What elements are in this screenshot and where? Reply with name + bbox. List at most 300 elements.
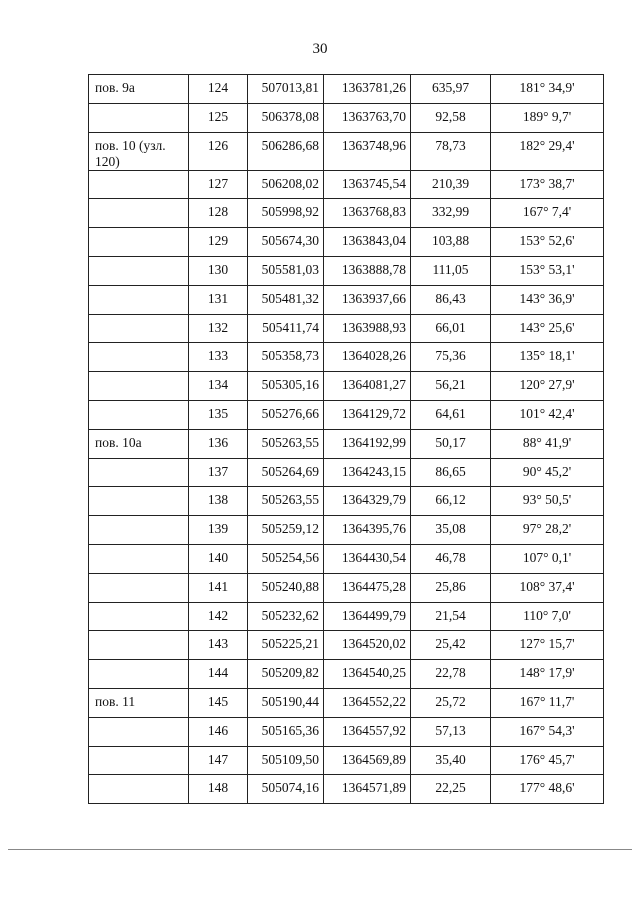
point-number-cell-text: 140: [207, 549, 229, 565]
bearing-angle-cell-text: 167° 54,3': [519, 722, 575, 738]
point-number-cell-text: 129: [207, 233, 229, 249]
bearing-angle-cell-text: 189° 9,7': [522, 108, 572, 124]
y-coordinate-cell: [324, 132, 411, 170]
turn-label-cell-text: пов. 10 (узл. 120): [95, 137, 166, 169]
bearing-angle-cell-text: 181° 34,9': [519, 80, 575, 95]
turn-label-cell-text: [95, 257, 184, 262]
y-coordinate-cell: [324, 573, 411, 602]
turn-label-cell: [89, 573, 189, 602]
y-coordinate-cell-text: 1364571,89: [341, 780, 406, 796]
distance-cell: [411, 170, 491, 199]
distance-cell-text: 25,86: [435, 578, 466, 594]
y-coordinate-cell: [324, 314, 411, 343]
point-number-cell-text: 130: [207, 261, 229, 277]
turn-label-cell-text: [95, 171, 184, 176]
point-number-cell-text: 137: [207, 463, 229, 479]
table-row: [89, 75, 604, 104]
bearing-angle-cell: [491, 372, 604, 401]
x-coordinate-cell-text: 505358,73: [261, 348, 319, 364]
bearing-angle-cell-text: 143° 36,9': [519, 290, 575, 306]
point-number-cell-text: 148: [207, 780, 229, 796]
x-coordinate-cell: [248, 631, 324, 660]
distance-cell-text: 50,17: [435, 434, 466, 450]
turn-label-cell-text: [95, 631, 184, 636]
table-row: [89, 372, 604, 401]
distance-cell: [411, 688, 491, 717]
table-row: [89, 228, 604, 257]
y-coordinate-cell-text: 1363745,54: [341, 175, 406, 191]
y-coordinate-cell: [324, 487, 411, 516]
point-number-cell: [189, 170, 248, 199]
x-coordinate-cell-text: 505263,55: [261, 434, 319, 450]
y-coordinate-cell-text: 1364329,79: [341, 492, 406, 508]
y-coordinate-cell-text: 1363763,70: [341, 108, 406, 124]
point-number-cell-text: 134: [207, 377, 229, 393]
x-coordinate-cell-text: 505411,74: [262, 319, 319, 335]
turn-label-cell-text: [95, 228, 184, 233]
y-coordinate-cell: [324, 746, 411, 775]
bearing-angle-cell: [491, 285, 604, 314]
y-coordinate-cell-text: 1364430,54: [341, 549, 406, 565]
bearing-angle-cell-text: 177° 48,6': [519, 780, 575, 796]
x-coordinate-cell: [248, 343, 324, 372]
turn-label-cell-text: [95, 104, 184, 109]
point-number-cell: [189, 602, 248, 631]
y-coordinate-cell: [324, 688, 411, 717]
turn-label-cell-text: [95, 718, 184, 723]
distance-cell: [411, 746, 491, 775]
y-coordinate-cell: [324, 400, 411, 429]
bearing-angle-cell-text: 143° 25,6': [519, 319, 575, 335]
bearing-angle-cell-text: 120° 27,9': [519, 377, 575, 393]
point-number-cell-text: 126: [207, 137, 229, 153]
point-number-cell: [189, 75, 248, 104]
table-row: [89, 573, 604, 602]
x-coordinate-cell: [248, 228, 324, 257]
distance-cell-text: 75,36: [435, 348, 466, 364]
bearing-angle-cell: [491, 458, 604, 487]
turn-label-cell: [89, 660, 189, 689]
x-coordinate-cell: [248, 132, 324, 170]
x-coordinate-cell-text: 505998,92: [261, 204, 319, 220]
y-coordinate-cell: [324, 199, 411, 228]
table-row: [89, 544, 604, 573]
turn-label-cell-text: [95, 199, 184, 204]
x-coordinate-cell: [248, 199, 324, 228]
x-coordinate-cell-text: 505259,12: [261, 521, 319, 537]
turn-label-cell-text: [95, 401, 184, 406]
table-row: [89, 170, 604, 199]
table-row: [89, 775, 604, 804]
bearing-angle-cell: [491, 573, 604, 602]
bearing-angle-cell-text: 182° 29,4': [519, 137, 575, 153]
point-number-cell: [189, 544, 248, 573]
table-row: [89, 660, 604, 689]
x-coordinate-cell: [248, 573, 324, 602]
y-coordinate-cell-text: 1363768,83: [341, 204, 406, 220]
y-coordinate-cell: [324, 660, 411, 689]
point-number-cell: [189, 343, 248, 372]
turn-label-cell: [89, 775, 189, 804]
y-coordinate-cell-text: 1363888,78: [341, 261, 406, 277]
table-row: [89, 458, 604, 487]
bearing-angle-cell-text: 88° 41,9': [522, 434, 572, 450]
point-number-cell-text: 143: [207, 636, 229, 652]
bearing-angle-cell: [491, 199, 604, 228]
x-coordinate-cell: [248, 429, 324, 458]
bearing-angle-cell: [491, 75, 604, 104]
table-row: [89, 429, 604, 458]
distance-cell: [411, 372, 491, 401]
x-coordinate-cell: [248, 314, 324, 343]
distance-cell-text: 25,72: [435, 693, 466, 709]
table-row: [89, 103, 604, 132]
distance-cell: [411, 132, 491, 170]
point-number-cell: [189, 256, 248, 285]
y-coordinate-cell-text: 1364552,22: [341, 693, 406, 709]
x-coordinate-cell-text: 505674,30: [261, 233, 319, 249]
turn-label-cell-text: [95, 574, 184, 579]
point-number-cell-text: 125: [207, 108, 229, 124]
bearing-angle-cell: [491, 400, 604, 429]
point-number-cell-text: 141: [207, 578, 229, 594]
distance-cell: [411, 516, 491, 545]
bearing-angle-cell: [491, 256, 604, 285]
turn-label-cell: [89, 228, 189, 257]
x-coordinate-cell-text: 505232,62: [261, 607, 319, 623]
distance-cell: [411, 103, 491, 132]
point-number-cell-text: 124: [207, 80, 229, 95]
bearing-angle-cell: [491, 429, 604, 458]
table-row: [89, 314, 604, 343]
bearing-angle-cell-text: 97° 28,2': [522, 521, 572, 537]
point-number-cell: [189, 746, 248, 775]
x-coordinate-cell-text: 505276,66: [261, 405, 319, 421]
turn-label-cell-text: [95, 315, 184, 320]
turn-label-cell: [89, 400, 189, 429]
point-number-cell-text: 133: [207, 348, 229, 364]
x-coordinate-cell-text: 505209,82: [261, 665, 319, 681]
distance-cell: [411, 75, 491, 104]
x-coordinate-cell-text: 506378,08: [261, 108, 319, 124]
turn-label-cell: [89, 429, 189, 458]
bearing-angle-cell-text: 153° 53,1': [519, 261, 575, 277]
x-coordinate-cell-text: 505240,88: [261, 578, 319, 594]
table-row: [89, 516, 604, 545]
distance-cell: [411, 602, 491, 631]
y-coordinate-cell: [324, 256, 411, 285]
y-coordinate-cell-text: 1364569,89: [341, 751, 406, 767]
y-coordinate-cell: [324, 631, 411, 660]
turn-label-cell: [89, 199, 189, 228]
point-number-cell-text: 128: [207, 204, 229, 220]
distance-cell: [411, 400, 491, 429]
x-coordinate-cell-text: 506286,68: [261, 137, 319, 153]
table-row: [89, 746, 604, 775]
turn-label-cell-text: [95, 603, 184, 608]
bearing-angle-cell-text: 176° 45,7': [519, 751, 575, 767]
point-number-cell: [189, 314, 248, 343]
distance-cell: [411, 775, 491, 804]
bearing-angle-cell-text: 90° 45,2': [522, 463, 572, 479]
turn-label-cell: [89, 343, 189, 372]
turn-label-cell-text: пов. 11: [95, 693, 136, 709]
distance-cell-text: 35,40: [435, 751, 466, 767]
distance-cell: [411, 487, 491, 516]
distance-cell-text: 22,78: [435, 665, 466, 681]
x-coordinate-cell: [248, 688, 324, 717]
x-coordinate-cell-text: 505190,44: [261, 693, 319, 709]
point-number-cell: [189, 199, 248, 228]
bearing-angle-cell-text: 93° 50,5': [522, 492, 572, 508]
bearing-angle-cell-text: 135° 18,1': [519, 348, 575, 364]
turn-label-cell-text: [95, 660, 184, 665]
y-coordinate-cell-text: 1364395,76: [341, 521, 406, 537]
distance-cell-text: 21,54: [435, 607, 466, 623]
distance-cell: [411, 717, 491, 746]
point-number-cell: [189, 429, 248, 458]
bearing-angle-cell: [491, 487, 604, 516]
y-coordinate-cell-text: 1364499,79: [341, 607, 406, 623]
x-coordinate-cell: [248, 746, 324, 775]
y-coordinate-cell: [324, 343, 411, 372]
distance-cell-text: 64,61: [435, 405, 466, 421]
bearing-angle-cell: [491, 103, 604, 132]
point-number-cell-text: 144: [207, 665, 229, 681]
turn-label-cell-text: [95, 775, 184, 780]
table-row: [89, 602, 604, 631]
x-coordinate-cell: [248, 372, 324, 401]
bearing-angle-cell: [491, 228, 604, 257]
y-coordinate-cell-text: 1364475,28: [341, 578, 406, 594]
turn-label-cell: [89, 132, 189, 170]
x-coordinate-cell: [248, 602, 324, 631]
y-coordinate-cell: [324, 429, 411, 458]
point-number-cell: [189, 400, 248, 429]
turn-label-cell: [89, 372, 189, 401]
x-coordinate-cell-text: 505225,21: [261, 636, 319, 652]
point-number-cell: [189, 228, 248, 257]
turn-label-cell: [89, 256, 189, 285]
table-row: [89, 400, 604, 429]
x-coordinate-cell: [248, 103, 324, 132]
x-coordinate-cell-text: 505109,50: [261, 751, 319, 767]
turn-label-cell-text: [95, 459, 184, 464]
y-coordinate-cell: [324, 75, 411, 104]
point-number-cell: [189, 573, 248, 602]
turn-label-cell-text: [95, 286, 184, 291]
x-coordinate-cell: [248, 285, 324, 314]
point-number-cell: [189, 516, 248, 545]
point-number-cell: [189, 487, 248, 516]
distance-cell-text: 57,13: [435, 722, 466, 738]
distance-cell: [411, 544, 491, 573]
turn-label-cell-text: [95, 516, 184, 521]
turn-label-cell-text: [95, 747, 184, 752]
x-coordinate-cell-text: 505165,36: [261, 722, 319, 738]
distance-cell-text: 86,65: [435, 463, 466, 479]
bearing-angle-cell: [491, 660, 604, 689]
bearing-angle-cell-text: 167° 11,7': [519, 693, 575, 709]
distance-cell-text: 56,21: [435, 377, 466, 393]
y-coordinate-cell-text: 1363748,96: [341, 137, 406, 153]
point-number-cell: [189, 103, 248, 132]
bearing-angle-cell: [491, 516, 604, 545]
point-number-cell-text: 136: [207, 434, 229, 450]
point-number-cell-text: 139: [207, 521, 229, 537]
y-coordinate-cell: [324, 516, 411, 545]
y-coordinate-cell: [324, 285, 411, 314]
x-coordinate-cell: [248, 487, 324, 516]
distance-cell: [411, 256, 491, 285]
point-number-cell: [189, 458, 248, 487]
distance-cell-text: 46,78: [435, 549, 466, 565]
point-number-cell-text: 146: [207, 722, 229, 738]
x-coordinate-cell-text: 506208,02: [261, 175, 319, 191]
y-coordinate-cell: [324, 775, 411, 804]
point-number-cell: [189, 285, 248, 314]
y-coordinate-cell-text: 1364028,26: [341, 348, 406, 364]
turn-label-cell-text: [95, 372, 184, 377]
y-coordinate-cell-text: 1363781,26: [341, 80, 406, 95]
y-coordinate-cell: [324, 602, 411, 631]
turn-label-cell: [89, 602, 189, 631]
turn-label-cell: [89, 516, 189, 545]
y-coordinate-cell-text: 1363843,04: [341, 233, 406, 249]
bearing-angle-cell-text: 107° 0,1': [522, 549, 572, 565]
point-number-cell: [189, 132, 248, 170]
turn-label-cell: [89, 170, 189, 199]
bearing-angle-cell-text: 153° 52,6': [519, 233, 575, 249]
page-number: 30: [312, 41, 328, 57]
turn-label-cell: [89, 688, 189, 717]
table-row: [89, 199, 604, 228]
x-coordinate-cell-text: 505263,55: [261, 492, 319, 508]
x-coordinate-cell: [248, 75, 324, 104]
x-coordinate-cell: [248, 660, 324, 689]
bearing-angle-cell: [491, 631, 604, 660]
y-coordinate-cell-text: 1363937,66: [341, 290, 406, 306]
point-number-cell: [189, 688, 248, 717]
turn-label-cell-text: пов. 10а: [95, 434, 142, 450]
bearing-angle-cell-text: 101° 42,4': [519, 405, 575, 421]
footer-divider: [8, 849, 632, 850]
y-coordinate-cell-text: 1364557,92: [341, 722, 406, 738]
point-number-cell-text: 142: [207, 607, 229, 623]
table-row: [89, 717, 604, 746]
y-coordinate-cell-text: 1364192,99: [341, 434, 406, 450]
y-coordinate-cell-text: 1364081,27: [341, 377, 406, 393]
x-coordinate-cell: [248, 256, 324, 285]
table-row: [89, 343, 604, 372]
distance-cell-text: 103,88: [431, 233, 470, 249]
point-number-cell-text: 147: [207, 751, 229, 767]
distance-cell: [411, 228, 491, 257]
x-coordinate-cell: [248, 516, 324, 545]
bearing-angle-cell: [491, 132, 604, 170]
distance-cell-text: 86,43: [435, 290, 466, 306]
table-row: [89, 487, 604, 516]
bearing-angle-cell: [491, 775, 604, 804]
bearing-angle-cell: [491, 602, 604, 631]
y-coordinate-cell: [324, 228, 411, 257]
distance-cell-text: 78,73: [435, 137, 466, 153]
y-coordinate-cell: [324, 717, 411, 746]
bearing-angle-cell: [491, 343, 604, 372]
turn-label-cell: [89, 544, 189, 573]
turn-label-cell: [89, 717, 189, 746]
turn-label-cell: [89, 75, 189, 104]
table-row: [89, 256, 604, 285]
x-coordinate-cell: [248, 170, 324, 199]
point-number-cell-text: 132: [207, 319, 229, 335]
x-coordinate-cell: [248, 775, 324, 804]
distance-cell-text: 210,39: [431, 175, 470, 191]
y-coordinate-cell: [324, 170, 411, 199]
distance-cell-text: 332,99: [431, 204, 470, 220]
distance-cell-text: 635,97: [431, 80, 470, 95]
x-coordinate-cell-text: 505254,56: [261, 549, 319, 565]
distance-cell-text: 25,42: [435, 636, 466, 652]
x-coordinate-cell: [248, 458, 324, 487]
point-number-cell-text: 131: [207, 290, 229, 306]
turn-label-cell: [89, 746, 189, 775]
bearing-angle-cell: [491, 717, 604, 746]
distance-cell: [411, 429, 491, 458]
bearing-angle-cell-text: 167° 7,4': [522, 204, 572, 220]
y-coordinate-cell-text: 1364520,02: [341, 636, 406, 652]
point-number-cell: [189, 631, 248, 660]
table-row: [89, 132, 604, 170]
distance-cell-text: 22,25: [435, 780, 466, 796]
bearing-angle-cell: [491, 746, 604, 775]
x-coordinate-cell-text: 505481,32: [261, 290, 319, 306]
bearing-angle-cell: [491, 314, 604, 343]
y-coordinate-cell-text: 1364540,25: [341, 665, 406, 681]
turn-label-cell: [89, 285, 189, 314]
point-number-cell: [189, 660, 248, 689]
coordinates-table: [88, 74, 604, 804]
x-coordinate-cell: [248, 400, 324, 429]
x-coordinate-cell-text: 505305,16: [261, 377, 319, 393]
bearing-angle-cell-text: 110° 7,0': [523, 607, 571, 623]
point-number-cell-text: 135: [207, 405, 229, 421]
x-coordinate-cell-text: 505074,16: [261, 780, 319, 796]
turn-label-cell-text: [95, 545, 184, 550]
x-coordinate-cell-text: 505581,03: [261, 261, 319, 277]
table-row: [89, 631, 604, 660]
distance-cell-text: 111,05: [432, 261, 469, 277]
y-coordinate-cell: [324, 458, 411, 487]
distance-cell: [411, 285, 491, 314]
turn-label-cell-text: [95, 343, 184, 348]
bearing-angle-cell: [491, 544, 604, 573]
distance-cell: [411, 199, 491, 228]
point-number-cell: [189, 775, 248, 804]
turn-label-cell: [89, 487, 189, 516]
y-coordinate-cell: [324, 372, 411, 401]
y-coordinate-cell: [324, 103, 411, 132]
y-coordinate-cell-text: 1364129,72: [341, 405, 406, 421]
turn-label-cell: [89, 458, 189, 487]
x-coordinate-cell: [248, 717, 324, 746]
point-number-cell-text: 127: [207, 175, 229, 191]
table-row: [89, 688, 604, 717]
x-coordinate-cell-text: 505264,69: [261, 463, 319, 479]
x-coordinate-cell: [248, 544, 324, 573]
y-coordinate-cell-text: 1363988,93: [341, 319, 406, 335]
distance-cell: [411, 343, 491, 372]
